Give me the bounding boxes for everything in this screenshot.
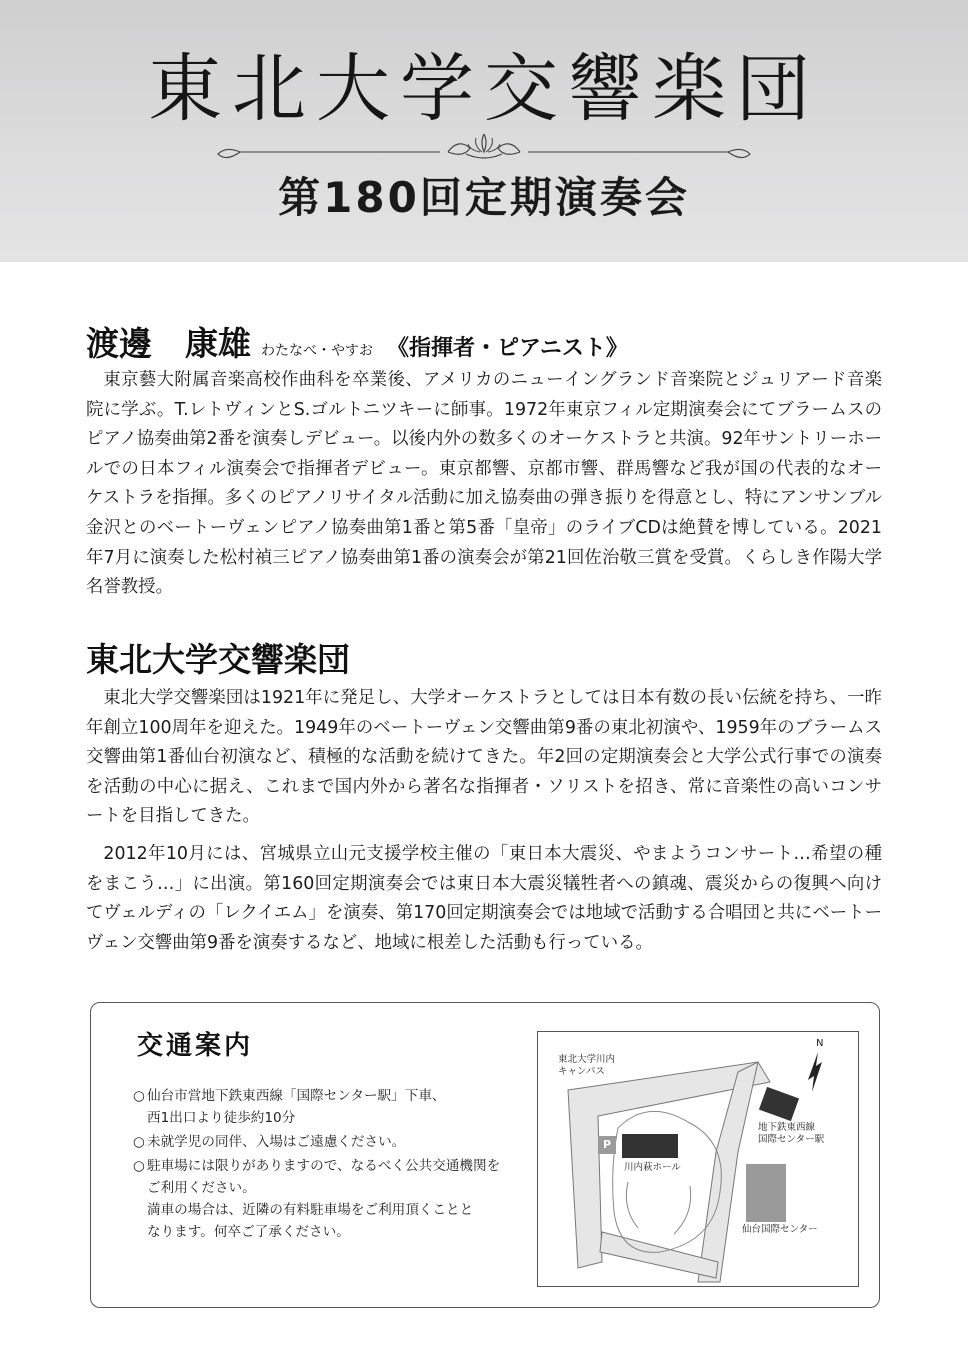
- access-item-line: 未就学児の同伴、入場はご遠慮ください。: [147, 1134, 406, 1150]
- conductor-reading: わたなべ・やすお: [261, 343, 373, 359]
- hall-building: [622, 1134, 678, 1158]
- conductor-bio: 東京藝大附属音楽高校作曲科を卒業後、アメリカのニューイングランド音楽院とジュリアード音楽院に学ぶ。T.レトヴィンとS.ゴルトニツキーに師事。1972年東京フィル定期演奏会にてブラームスのピアノ協奏曲第2番を演奏しデビュー。以後内外の数多くのオーケストラと共演。92年サントリーホールでの日本フィル演奏会で指揮者デビュー。東京都響、京都市響、群馬響など我が国の代表的なオーケストラを指揮。多くのピアノリサイタル活動に加え協奏曲の弾き振りを得意とし、特にアンサンブル金沢とのベートーヴェンピアノ協奏曲第1番と第5番「皇帝」のライブCDは絶賛を博している。2021年7月に演奏した松村禎三ピアノ協奏曲第1番の演奏会が第21回佐治敬三賞を受賞。くらしき作陽大学名誉教授。: [86, 370, 882, 598]
- access-map: [537, 1031, 859, 1287]
- access-item-line: ご利用ください。: [147, 1180, 256, 1196]
- access-item: [133, 1085, 523, 1129]
- access-item: [133, 1131, 523, 1153]
- access-title: 交通案内: [137, 1031, 254, 1061]
- orchestra-para-2: 2012年10月には、宮城県立山元支援学校主催の「東日本大震災、やまようコンサート…希望の種をまこう…」に出演。第160回定期演奏会では東日本大震災犠牲者への鎮魂、震災からの復興へ向けてヴェルディの「レクイエム」を演奏、第170回定期演奏会では地域で活動する合唱団と共にベートーヴェン交響曲第9番を演奏するなど、地域に根差した活動も行っている。: [86, 844, 882, 953]
- access-note-line: なります。何卒ご了承ください。: [147, 1224, 350, 1240]
- access-note-line: 満車の場合は、近隣の有料駐車場をご利用頂くことと: [147, 1202, 474, 1218]
- access-item-line: 駐車場には限りがありますので、なるべく公共交通機関を: [147, 1158, 501, 1174]
- map-label-station: 地下鉄東西線 国際センター駅: [758, 1122, 825, 1145]
- bullet-circle-icon: ○: [133, 1134, 145, 1150]
- map-label-hall: 川内萩ホール: [624, 1162, 681, 1173]
- bullet-circle-icon: ○: [133, 1088, 145, 1104]
- orchestra-heading: 東北大学交響楽団: [86, 640, 350, 679]
- map-label-campus: 東北大学川内 キャンパス: [558, 1054, 616, 1077]
- conductor-heading: [86, 324, 628, 371]
- north-arrow-icon: [808, 1052, 822, 1092]
- access-info-box: [90, 1002, 880, 1308]
- org-title: 東北大学交響楽団: [148, 46, 820, 132]
- station-building: [759, 1087, 799, 1121]
- center-building: [746, 1164, 786, 1222]
- bullet-circle-icon: ○: [133, 1158, 145, 1174]
- access-item: [133, 1155, 523, 1243]
- map-label-parking: P: [603, 1138, 612, 1151]
- access-list: [133, 1085, 523, 1245]
- header-band: [0, 0, 968, 262]
- access-item-line: 西1出口より徒歩約10分: [147, 1110, 296, 1126]
- ornament-divider: [180, 126, 788, 166]
- access-item-line: 仙台市営地下鉄東西線「国際センター駅」下車、: [147, 1088, 446, 1104]
- orchestra-para-1: 東北大学交響楽団は1921年に発足し、大学オーケストラとしては日本有数の長い伝統を持ち、一昨年創立100周年を迎えた。1949年のベートーヴェン交響曲第9番の東北初演や、1959年のブラームス交響曲第1番仙台初演など、積極的な活動を続けてきた。年2回の定期演奏会と大学公式行事での演奏を活動の中心に据え、これまで国内外から著名な指揮者・ソリストを招き、常に音楽性の高いコンサートを目指してきた。: [86, 688, 882, 827]
- map-label-north: N: [816, 1038, 824, 1049]
- conductor-role: 《指揮者・ピアニスト》: [387, 336, 628, 361]
- map-label-center: 仙台国際センター: [742, 1224, 818, 1235]
- conductor-name: 渡邊 康雄: [86, 324, 251, 363]
- concert-title: 第180回定期演奏会: [278, 173, 690, 222]
